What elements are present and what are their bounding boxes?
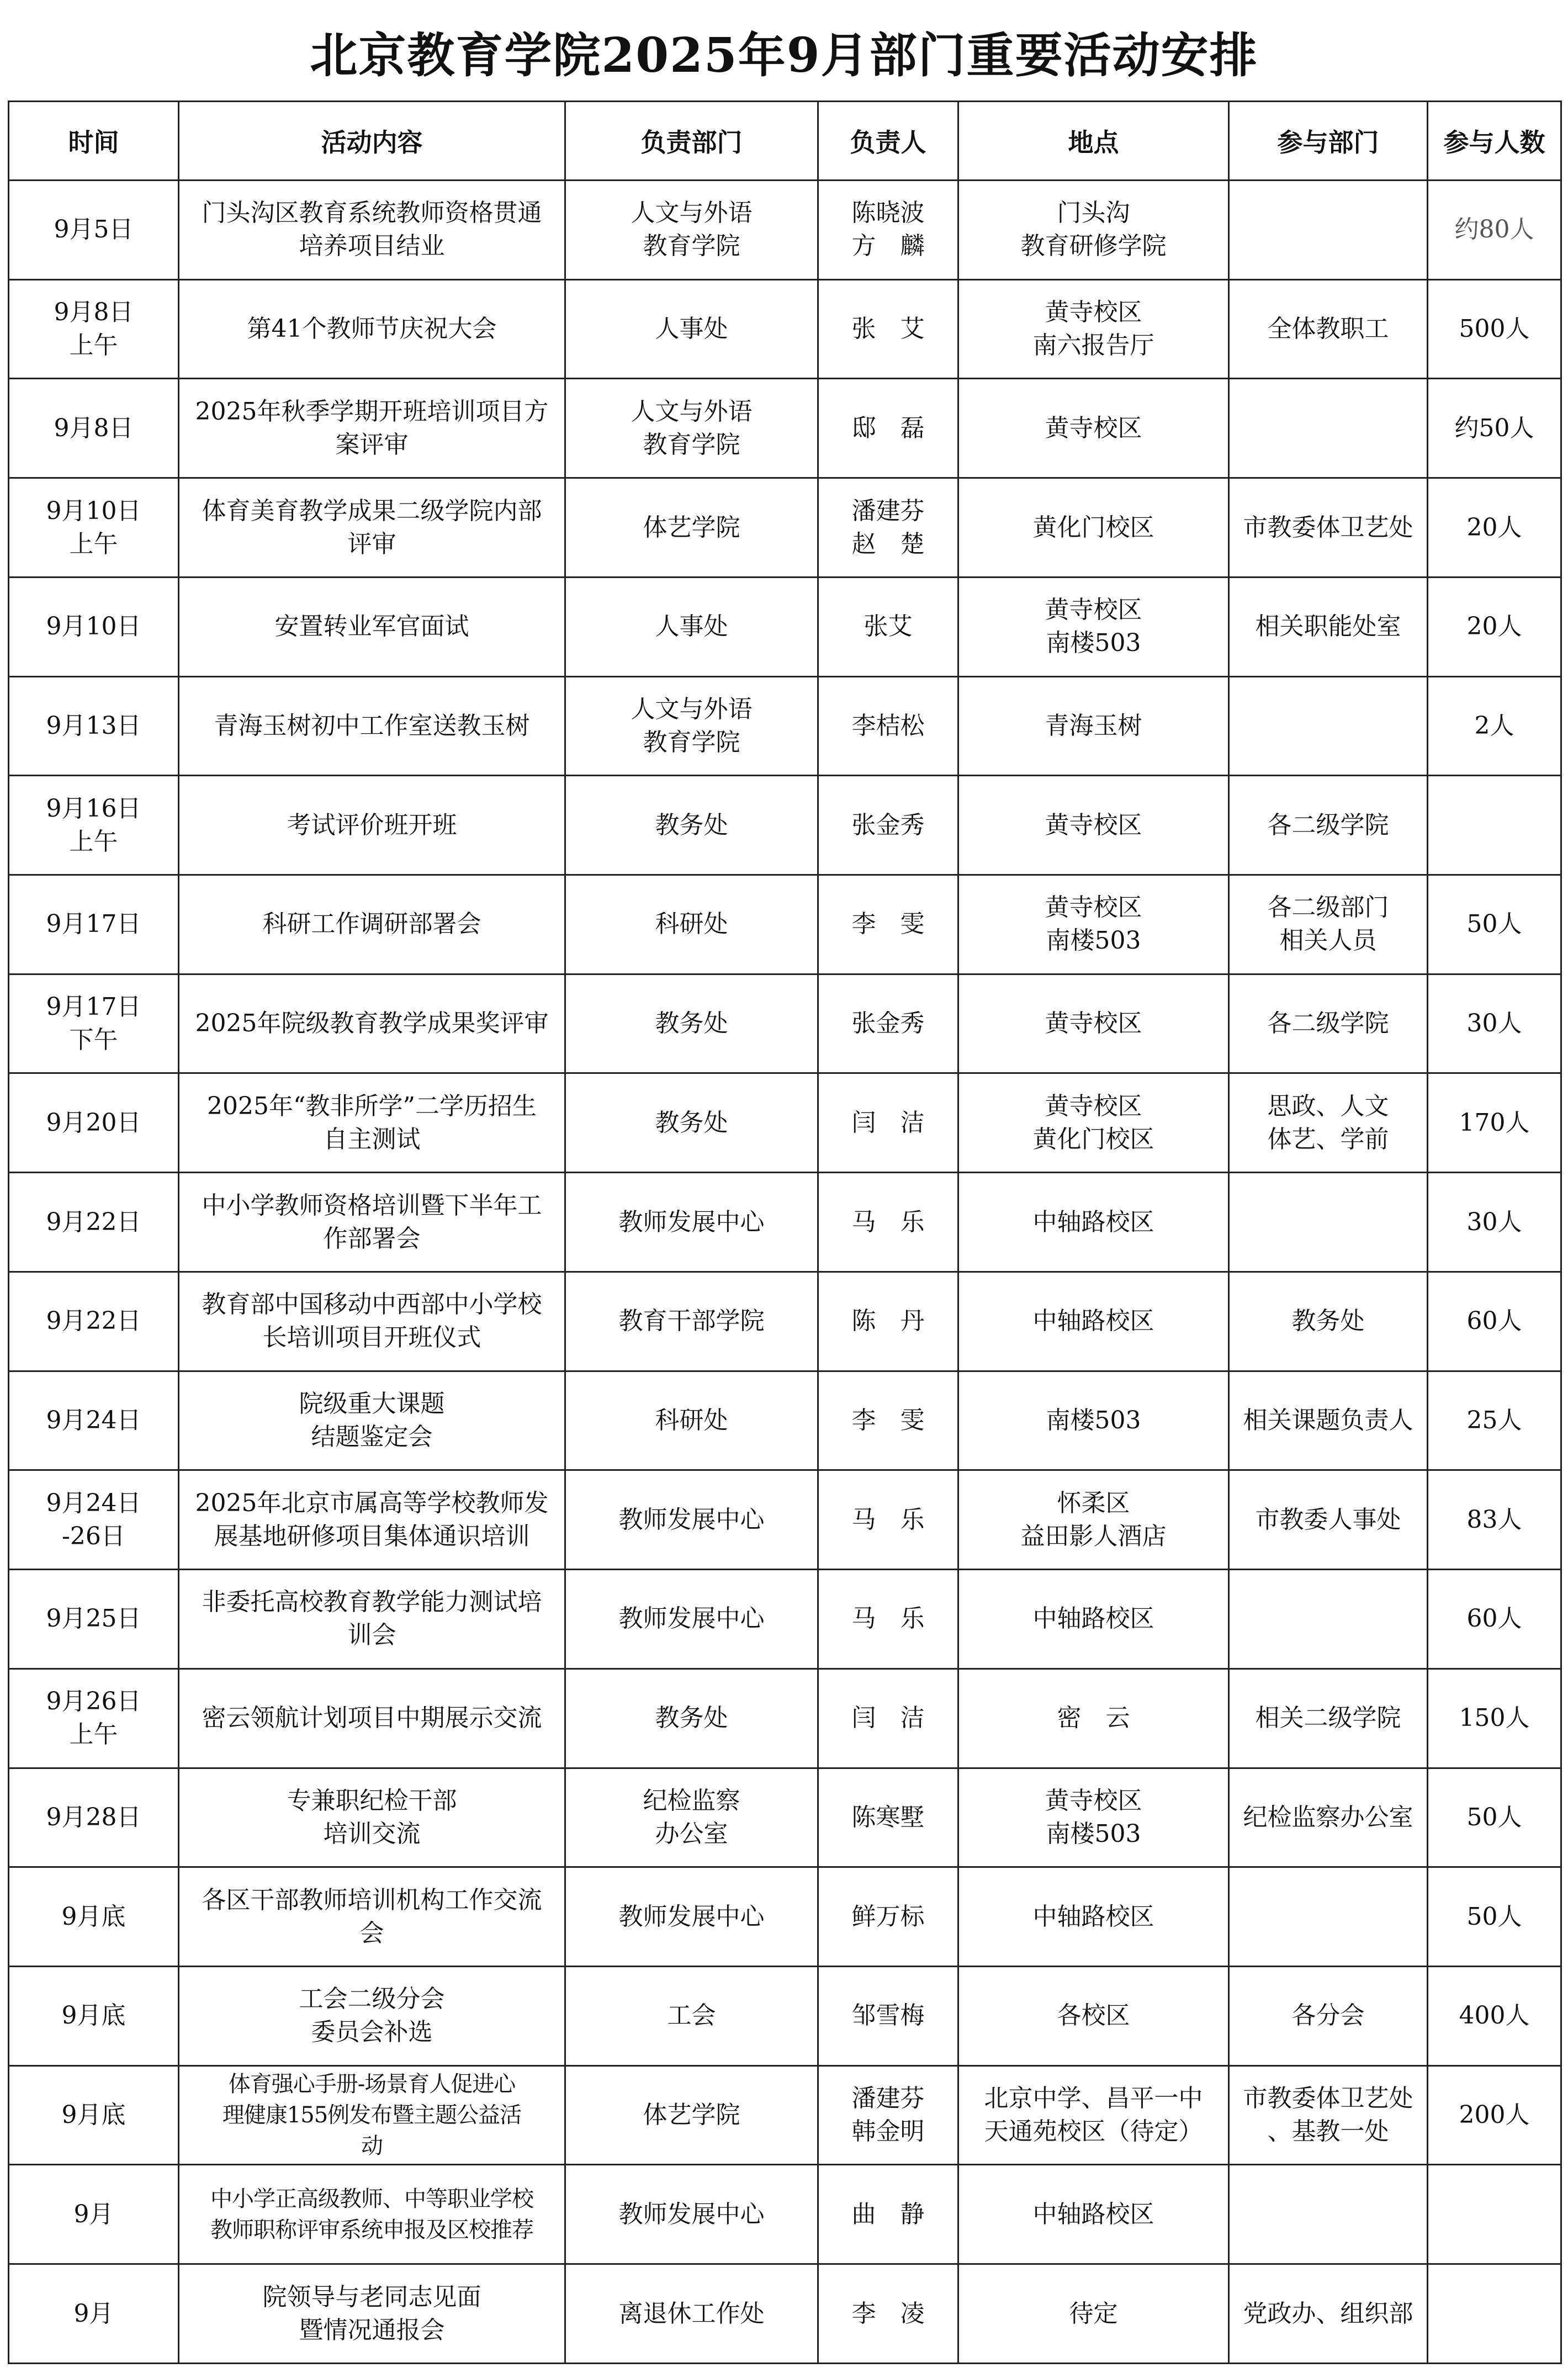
header-time: 时间 [9, 102, 179, 181]
cell-activity: 2025年秋季学期开班培训项目方 案评审 [179, 379, 565, 478]
cell-participants [1229, 1570, 1428, 1669]
cell-person: 李 雯 [818, 875, 958, 974]
table-row [9, 1371, 1561, 1470]
cell-time: 9月8日 [9, 379, 179, 478]
cell-participants: 相关二级学院 [1229, 1668, 1428, 1768]
header-activity: 活动内容 [179, 102, 565, 181]
cell-count: 20人 [1428, 478, 1561, 578]
cell-location: 中轴路校区 [958, 1867, 1229, 1967]
cell-dept: 科研处 [565, 875, 818, 974]
cell-dept: 教务处 [565, 974, 818, 1073]
cell-time: 9月28日 [9, 1768, 179, 1867]
cell-dept: 教务处 [565, 1668, 818, 1768]
cell-time: 9月22日 [9, 1272, 179, 1371]
cell-location: 北京中学、昌平一中 天通苑校区（待定） [958, 2065, 1229, 2165]
table-row [9, 2065, 1561, 2165]
cell-location: 南楼503 [958, 1371, 1229, 1470]
cell-activity: 教育部中国移动中西部中小学校 长培训项目开班仪式 [179, 1272, 565, 1371]
cell-activity: 各区干部教师培训机构工作交流 会 [179, 1867, 565, 1967]
cell-participants: 思政、人文 体艺、学前 [1229, 1073, 1428, 1173]
cell-time: 9月17日 下午 [9, 974, 179, 1073]
cell-location: 黄寺校区 [958, 379, 1229, 478]
cell-dept: 教师发展中心 [565, 2165, 818, 2264]
cell-activity: 门头沟区教育系统教师资格贯通 培养项目结业 [179, 181, 565, 280]
cell-location: 黄化门校区 [958, 478, 1229, 578]
page-title: 北京教育学院2025年9月部门重要活动安排 [310, 28, 1258, 83]
cell-location: 黄寺校区 [958, 776, 1229, 875]
cell-activity: 科研工作调研部署会 [179, 875, 565, 974]
cell-participants [1229, 181, 1428, 280]
cell-location: 待定 [958, 2264, 1229, 2364]
table-row [9, 1668, 1561, 1768]
cell-person: 马 乐 [818, 1570, 958, 1669]
schedule-table [8, 100, 1562, 2364]
table-row [9, 1570, 1561, 1669]
cell-activity: 院级重大课题 结题鉴定会 [179, 1371, 565, 1470]
table-row [9, 1470, 1561, 1570]
cell-location: 中轴路校区 [958, 2165, 1229, 2264]
cell-time: 9月24日 [9, 1371, 179, 1470]
cell-count: 50人 [1428, 1768, 1561, 1867]
cell-person: 邸 磊 [818, 379, 958, 478]
cell-activity: 中小学教师资格培训暨下半年工 作部署会 [179, 1173, 565, 1272]
cell-person: 陈寒墅 [818, 1768, 958, 1867]
cell-participants: 各二级学院 [1229, 776, 1428, 875]
cell-person: 张金秀 [818, 776, 958, 875]
cell-dept: 人文与外语 教育学院 [565, 181, 818, 280]
cell-participants: 全体教职工 [1229, 279, 1428, 379]
cell-location: 黄寺校区 南楼503 [958, 577, 1229, 676]
cell-time: 9月底 [9, 2065, 179, 2165]
cell-participants: 纪检监察办公室 [1229, 1768, 1428, 1867]
cell-participants: 各二级学院 [1229, 974, 1428, 1073]
cell-dept: 教育干部学院 [565, 1272, 818, 1371]
table-row [9, 1768, 1561, 1867]
table-row [9, 2165, 1561, 2264]
cell-person: 张 艾 [818, 279, 958, 379]
table-row [9, 2264, 1561, 2364]
cell-time: 9月 [9, 2264, 179, 2364]
cell-count [1428, 2264, 1561, 2364]
cell-participants [1229, 2165, 1428, 2264]
cell-person: 潘建芬 赵 楚 [818, 478, 958, 578]
cell-count: 约50人 [1428, 379, 1561, 478]
cell-activity: 体育美育教学成果二级学院内部 评审 [179, 478, 565, 578]
cell-location: 黄寺校区 南六报告厅 [958, 279, 1229, 379]
cell-person: 马 乐 [818, 1470, 958, 1570]
cell-location: 黄寺校区 南楼503 [958, 1768, 1229, 1867]
cell-location: 黄寺校区 [958, 974, 1229, 1073]
cell-dept: 教师发展中心 [565, 1570, 818, 1669]
header-dept: 负责部门 [565, 102, 818, 181]
cell-count: 170人 [1428, 1073, 1561, 1173]
table-row [9, 379, 1561, 478]
header-location: 地点 [958, 102, 1229, 181]
cell-count: 20人 [1428, 577, 1561, 676]
cell-count: 50人 [1428, 1867, 1561, 1967]
cell-time: 9月底 [9, 1867, 179, 1967]
cell-person: 闫 洁 [818, 1668, 958, 1768]
cell-person: 邹雪梅 [818, 1966, 958, 2065]
cell-time: 9月5日 [9, 181, 179, 280]
cell-dept: 人事处 [565, 279, 818, 379]
header-participants: 参与部门 [1229, 102, 1428, 181]
cell-dept: 纪检监察 办公室 [565, 1768, 818, 1867]
cell-activity: 考试评价班开班 [179, 776, 565, 875]
cell-location: 各校区 [958, 1966, 1229, 2065]
cell-activity: 安置转业军官面试 [179, 577, 565, 676]
cell-participants: 相关课题负责人 [1229, 1371, 1428, 1470]
cell-dept: 工会 [565, 1966, 818, 2065]
cell-activity: 工会二级分会 委员会补选 [179, 1966, 565, 2065]
cell-person: 鲜万标 [818, 1867, 958, 1967]
cell-location: 密 云 [958, 1668, 1229, 1768]
table-row [9, 875, 1561, 974]
cell-count: 2人 [1428, 676, 1561, 776]
table-row [9, 279, 1561, 379]
cell-time: 9月13日 [9, 676, 179, 776]
cell-activity: 非委托高校教育教学能力测试培 训会 [179, 1570, 565, 1669]
cell-dept: 教师发展中心 [565, 1173, 818, 1272]
cell-time: 9月16日 上午 [9, 776, 179, 875]
cell-dept: 体艺学院 [565, 478, 818, 578]
cell-person: 马 乐 [818, 1173, 958, 1272]
cell-time: 9月24日 -26日 [9, 1470, 179, 1570]
cell-count [1428, 2165, 1561, 2264]
cell-participants: 党政办、组织部 [1229, 2264, 1428, 2364]
cell-dept: 人文与外语 教育学院 [565, 379, 818, 478]
cell-count: 30人 [1428, 974, 1561, 1073]
cell-participants: 市教委人事处 [1229, 1470, 1428, 1570]
cell-count: 150人 [1428, 1668, 1561, 1768]
cell-participants: 各二级部门 相关人员 [1229, 875, 1428, 974]
cell-time: 9月10日 上午 [9, 478, 179, 578]
cell-participants: 各分会 [1229, 1966, 1428, 2065]
table-row [9, 1272, 1561, 1371]
cell-time: 9月17日 [9, 875, 179, 974]
cell-count: 30人 [1428, 1173, 1561, 1272]
cell-dept: 教师发展中心 [565, 1867, 818, 1967]
cell-count: 60人 [1428, 1570, 1561, 1669]
cell-activity: 中小学正高级教师、中等职业学校 教师职称评审系统申报及区校推荐 [179, 2165, 565, 2264]
cell-location: 怀柔区 益田影人酒店 [958, 1470, 1229, 1570]
header-person: 负责人 [818, 102, 958, 181]
cell-dept: 人事处 [565, 577, 818, 676]
cell-activity: 青海玉树初中工作室送教玉树 [179, 676, 565, 776]
cell-dept: 教务处 [565, 776, 818, 875]
cell-location: 中轴路校区 [958, 1173, 1229, 1272]
cell-person: 闫 洁 [818, 1073, 958, 1173]
cell-participants: 市教委体卫艺处 [1229, 478, 1428, 578]
cell-dept: 体艺学院 [565, 2065, 818, 2165]
cell-activity: 第41个教师节庆祝大会 [179, 279, 565, 379]
cell-participants [1229, 1173, 1428, 1272]
cell-time: 9月22日 [9, 1173, 179, 1272]
table-row [9, 181, 1561, 280]
cell-dept: 科研处 [565, 1371, 818, 1470]
cell-activity: 院领导与老同志见面 暨情况通报会 [179, 2264, 565, 2364]
cell-location: 黄寺校区 黄化门校区 [958, 1073, 1229, 1173]
cell-person: 潘建芬 韩金明 [818, 2065, 958, 2165]
cell-activity: 2025年院级教育教学成果奖评审 [179, 974, 565, 1073]
cell-activity: 体育强心手册-场景育人促进心 理健康155例发布暨主题公益活 动 [179, 2065, 565, 2165]
cell-dept: 教务处 [565, 1073, 818, 1173]
cell-activity: 专兼职纪检干部 培训交流 [179, 1768, 565, 1867]
cell-location: 中轴路校区 [958, 1272, 1229, 1371]
cell-count: 约80人 [1428, 181, 1561, 280]
cell-person: 李 凌 [818, 2264, 958, 2364]
cell-dept: 人文与外语 教育学院 [565, 676, 818, 776]
cell-participants [1229, 676, 1428, 776]
cell-location: 门头沟 教育研修学院 [958, 181, 1229, 280]
cell-time: 9月8日 上午 [9, 279, 179, 379]
cell-activity: 密云领航计划项目中期展示交流 [179, 1668, 565, 1768]
cell-dept: 教师发展中心 [565, 1470, 818, 1570]
cell-time: 9月20日 [9, 1073, 179, 1173]
cell-person: 李桔松 [818, 676, 958, 776]
header-count: 参与人数 [1428, 102, 1561, 181]
cell-time: 9月底 [9, 1966, 179, 2065]
table-row [9, 776, 1561, 875]
cell-time: 9月10日 [9, 577, 179, 676]
cell-person: 张金秀 [818, 974, 958, 1073]
cell-participants: 市教委体卫艺处 、基教一处 [1229, 2065, 1428, 2165]
table-row [9, 1966, 1561, 2065]
cell-activity: 2025年“教非所学”二学历招生 自主测试 [179, 1073, 565, 1173]
table-row [9, 577, 1561, 676]
cell-dept: 离退休工作处 [565, 2264, 818, 2364]
cell-time: 9月25日 [9, 1570, 179, 1669]
cell-person: 张艾 [818, 577, 958, 676]
table-row [9, 676, 1561, 776]
table-row [9, 1173, 1561, 1272]
cell-person: 李 雯 [818, 1371, 958, 1470]
cell-participants [1229, 379, 1428, 478]
cell-person: 陈晓波 方 麟 [818, 181, 958, 280]
cell-time: 9月26日 上午 [9, 1668, 179, 1768]
table-row [9, 1073, 1561, 1173]
cell-participants: 相关职能处室 [1229, 577, 1428, 676]
cell-time: 9月 [9, 2165, 179, 2264]
cell-activity: 2025年北京市属高等学校教师发 展基地研修项目集体通识培训 [179, 1470, 565, 1570]
cell-count: 25人 [1428, 1371, 1561, 1470]
cell-participants: 教务处 [1229, 1272, 1428, 1371]
cell-count [1428, 776, 1561, 875]
cell-location: 黄寺校区 南楼503 [958, 875, 1229, 974]
table-row [9, 478, 1561, 578]
cell-participants [1229, 1867, 1428, 1967]
table-row [9, 1867, 1561, 1967]
cell-count: 200人 [1428, 2065, 1561, 2165]
header-row [9, 102, 1561, 181]
cell-person: 曲 静 [818, 2165, 958, 2264]
table-row [9, 974, 1561, 1073]
cell-location: 青海玉树 [958, 676, 1229, 776]
cell-person: 陈 丹 [818, 1272, 958, 1371]
cell-count: 83人 [1428, 1470, 1561, 1570]
cell-count: 400人 [1428, 1966, 1561, 2065]
cell-count: 500人 [1428, 279, 1561, 379]
cell-count: 60人 [1428, 1272, 1561, 1371]
cell-location: 中轴路校区 [958, 1570, 1229, 1669]
cell-count: 50人 [1428, 875, 1561, 974]
